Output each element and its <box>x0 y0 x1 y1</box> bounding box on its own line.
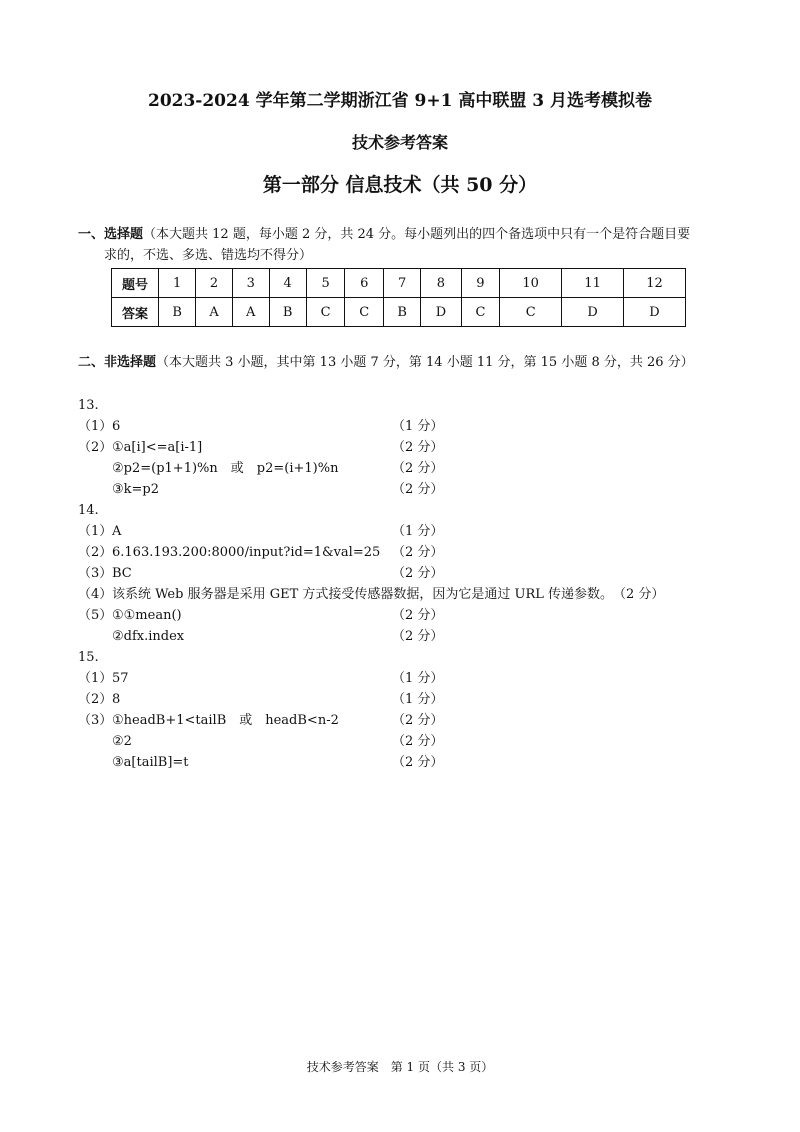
table-cell-answer: D <box>421 298 461 327</box>
table-cell-number: 1 <box>159 269 196 298</box>
table-cell-number: 9 <box>461 269 500 298</box>
document-subtitle: 技术参考答案 <box>351 133 448 152</box>
table-cell-number: 2 <box>196 269 233 298</box>
table-cell-number: 10 <box>500 269 562 298</box>
item-score: （2 分） <box>392 482 444 497</box>
item-number: （1） <box>78 419 113 434</box>
table-cell-answer: C <box>461 298 500 327</box>
item-number: （1） <box>78 524 113 539</box>
section2-desc: （本大题共 3 小题，其中第 13 小题 7 分，第 14 小题 11 分，第 15 小题 8 分，共 26 分） <box>156 355 694 370</box>
item-answer: ②dfx.index <box>112 629 185 644</box>
item-number: （2） <box>78 692 113 707</box>
question-number: 15. <box>78 650 99 665</box>
item-answer: 6.163.193.200:8000/input?id=1&val=25 <box>112 545 381 560</box>
table-header-number: 题号 <box>112 269 159 298</box>
item-score: （1 分） <box>392 419 444 434</box>
list-item <box>78 627 758 647</box>
list-item <box>78 669 758 689</box>
item-answer: ③a[tailB]=t <box>112 755 189 770</box>
list-item <box>78 606 758 626</box>
table-cell-answer: C <box>345 298 384 327</box>
list-item <box>78 732 758 752</box>
item-score: （2 分） <box>392 629 444 644</box>
list-item <box>78 690 758 710</box>
list-item <box>78 522 758 542</box>
table-cell-number: 12 <box>624 269 686 298</box>
answer-table-answer-row <box>112 298 686 327</box>
table-cell-number: 7 <box>384 269 421 298</box>
table-cell-answer: C <box>306 298 345 327</box>
table-cell-answer: C <box>500 298 562 327</box>
item-answer: ②2 <box>112 734 132 749</box>
table-cell-number: 11 <box>562 269 624 298</box>
q13-number <box>78 396 758 416</box>
section1-heading <box>78 224 738 266</box>
item-score: （1 分） <box>392 524 444 539</box>
item-score: （1 分） <box>392 671 444 686</box>
list-item <box>78 459 758 479</box>
question-number: 13. <box>78 398 99 413</box>
item-number: （4） <box>78 587 113 602</box>
table-cell-answer: D <box>624 298 686 327</box>
table-cell-number: 8 <box>421 269 461 298</box>
list-item <box>78 480 758 500</box>
item-score: （2 分） <box>392 755 444 770</box>
section2-label: 二、非选择题 <box>78 355 157 370</box>
table-cell-number: 3 <box>232 269 269 298</box>
table-header-answer: 答案 <box>112 298 159 327</box>
item-answer: A <box>112 524 122 539</box>
item-answer-full: 该系统 Web 服务器是采用 GET 方式接受传感器数据，因为它是通过 URL 传递参数。 （2 分） <box>112 587 665 602</box>
table-cell-number: 5 <box>306 269 345 298</box>
table-cell-answer: B <box>269 298 306 327</box>
section2-heading <box>78 352 758 373</box>
item-number: （2） <box>78 440 113 455</box>
table-cell-answer: B <box>159 298 196 327</box>
q15-number <box>78 648 758 668</box>
list-item <box>78 417 758 437</box>
item-score: （2 分） <box>392 608 444 623</box>
item-answer: 57 <box>112 671 129 686</box>
page-footer: 技术参考答案 第 1 页（共 3 页） <box>306 1060 494 1074</box>
item-answer: ①a[i]<=a[i-1] <box>112 440 203 455</box>
section1-desc-line1: （本大题共 12 题，每小题 2 分，共 24 分。每小题列出的四个备选项中只有一个是符合题目要 <box>143 227 691 242</box>
item-score: （2 分） <box>392 440 444 455</box>
table-cell-answer: D <box>562 298 624 327</box>
table-cell-number: 4 <box>269 269 306 298</box>
list-item <box>78 753 758 773</box>
list-item <box>78 711 758 731</box>
item-score: （2 分） <box>392 461 444 476</box>
question-number: 14. <box>78 503 99 518</box>
table-cell-answer: A <box>232 298 269 327</box>
item-number: （2） <box>78 545 113 560</box>
list-item <box>78 564 758 584</box>
q14-number <box>78 501 758 521</box>
item-answer: 6 <box>112 419 121 434</box>
part-title: 第一部分 信息技术（共 50 分） <box>262 174 538 196</box>
item-score: （2 分） <box>392 545 444 560</box>
answer-table-number-row <box>112 269 686 298</box>
list-item <box>78 585 758 605</box>
item-number: （3） <box>78 566 113 581</box>
table-cell-number: 6 <box>345 269 384 298</box>
item-score: （1 分） <box>392 692 444 707</box>
item-answer: ③k=p2 <box>112 482 160 497</box>
list-item <box>78 543 758 563</box>
document-title: 2023-2024 学年第二学期浙江省 9+1 高中联盟 3 月选考模拟卷 <box>147 91 652 111</box>
item-score: （2 分） <box>392 713 444 728</box>
item-score: （2 分） <box>392 566 444 581</box>
item-answer: ②p2=(p1+1)%n 或 p2=(i+1)%n <box>112 461 339 476</box>
table-cell-answer: B <box>384 298 421 327</box>
answer-table <box>111 268 686 327</box>
section1-desc-line2: 求的，不选、多选、错选均不得分） <box>104 248 313 263</box>
item-answer: BC <box>112 566 132 581</box>
table-cell-answer: A <box>196 298 233 327</box>
item-score: （2 分） <box>392 734 444 749</box>
item-answer: ①①mean() <box>112 608 182 623</box>
item-answer: 8 <box>112 692 121 707</box>
item-number: （1） <box>78 671 113 686</box>
section1-label: 一、选择题 <box>78 227 144 242</box>
item-answer: ①headB+1<tailB 或 headB<n-2 <box>112 713 339 728</box>
item-number: （3） <box>78 713 113 728</box>
list-item <box>78 438 758 458</box>
item-number: （5） <box>78 608 113 623</box>
